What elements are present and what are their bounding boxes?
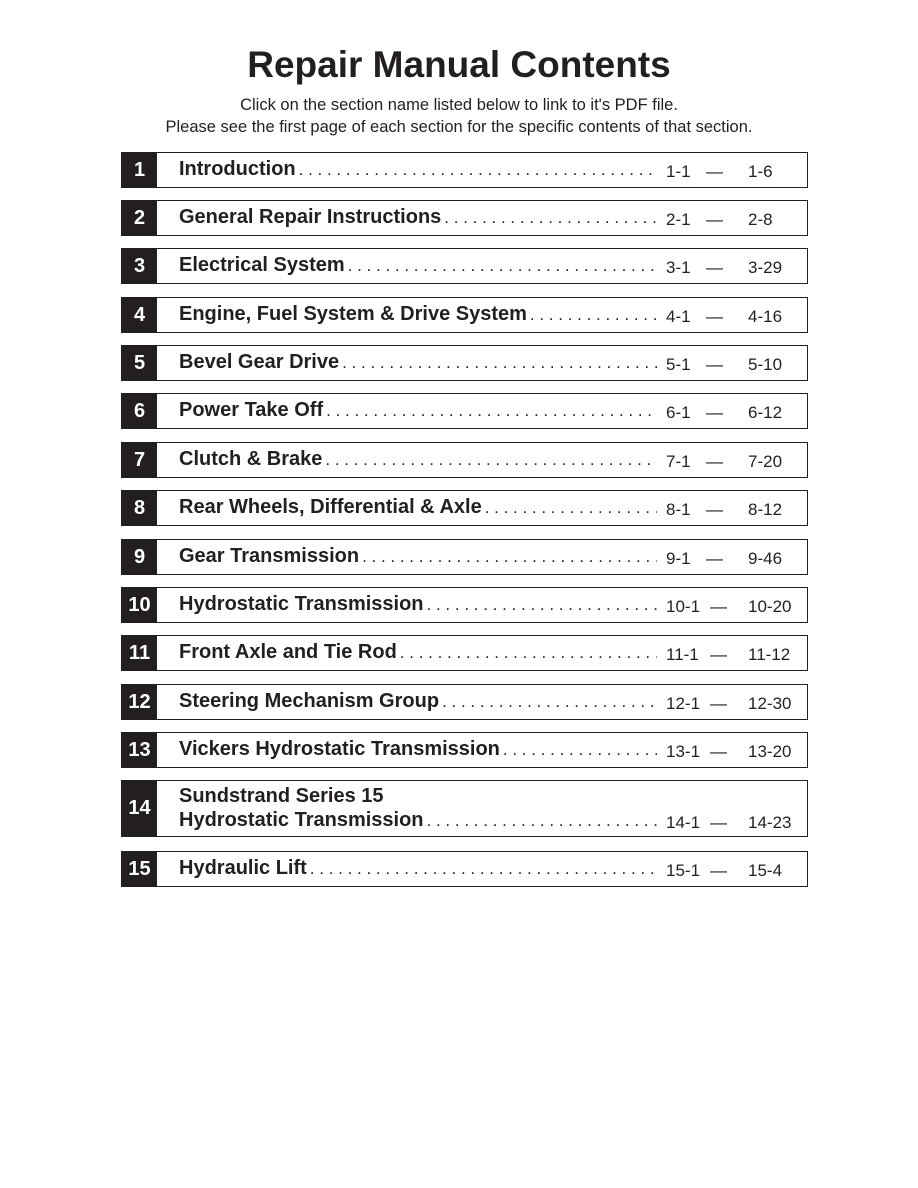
section-link-electrical-system[interactable]: Electrical System <box>179 254 345 276</box>
section-link-vickers-hydrostatic-transmission[interactable]: Vickers Hydrostatic Transmission <box>179 738 500 760</box>
section-link-gear-transmission[interactable]: Gear Transmission <box>179 545 360 567</box>
section-link-hydrostatic-transmission[interactable]: Hydrostatic Transmission <box>179 593 424 615</box>
toc-row-introduction[interactable] <box>121 152 808 188</box>
page-end: 4-16 <box>748 307 783 326</box>
dot-leader <box>339 353 657 373</box>
dot-leader <box>482 498 657 518</box>
page-range-dash: — <box>706 162 723 181</box>
page-start: 12-1 <box>666 694 701 713</box>
dot-leader <box>296 160 657 180</box>
dot-leader <box>439 692 657 712</box>
section-number-badge: 7 <box>122 443 157 477</box>
section-link-sundstrand-hydrostatic-transmission[interactable]: Hydrostatic Transmission <box>179 809 424 831</box>
page-end: 6-12 <box>748 403 783 422</box>
page-end: 14-23 <box>748 813 792 832</box>
dot-leader <box>307 859 657 879</box>
section-title-line <box>179 254 657 277</box>
page-range-dash: — <box>710 813 727 832</box>
page-end: 5-10 <box>748 355 783 374</box>
section-link-sundstrand-series-15[interactable]: Sundstrand Series 15 <box>179 785 384 807</box>
section-number-badge: 11 <box>122 636 157 670</box>
page-end: 2-8 <box>748 210 773 229</box>
section-number-badge: 14 <box>122 781 157 836</box>
section-title-line <box>179 399 657 422</box>
page-end: 1-6 <box>748 162 773 181</box>
page-end: 15-4 <box>748 861 783 880</box>
section-title-line <box>179 206 657 229</box>
section-title-line <box>179 351 657 374</box>
section-link-hydraulic-lift[interactable]: Hydraulic Lift <box>179 857 307 879</box>
page-range-dash: — <box>706 258 723 277</box>
page-end: 10-20 <box>748 597 792 616</box>
toc-row-gear-transmission[interactable] <box>121 539 808 575</box>
dot-leader <box>397 643 657 663</box>
section-number-badge: 9 <box>122 540 157 574</box>
page-end: 8-12 <box>748 500 783 519</box>
section-link-front-axle-tie-rod[interactable]: Front Axle and Tie Rod <box>179 641 397 663</box>
toc-row-front-axle-tie-rod[interactable] <box>121 635 808 671</box>
section-number-badge: 8 <box>122 491 157 525</box>
section-link-clutch-brake[interactable]: Clutch & Brake <box>179 448 323 470</box>
page-end: 12-30 <box>748 694 792 713</box>
toc-row-sundstrand-hydrostatic-transmission[interactable] <box>121 780 808 837</box>
section-link-engine-fuel-drive[interactable]: Engine, Fuel System & Drive System <box>179 303 527 325</box>
section-title-line <box>179 496 657 519</box>
section-link-rear-wheels-differential-axle[interactable]: Rear Wheels, Differential & Axle <box>179 496 482 518</box>
page-start: 7-1 <box>666 452 691 471</box>
page-range-dash: — <box>710 645 727 664</box>
section-title-line <box>179 690 657 713</box>
section-number-badge: 12 <box>122 685 157 719</box>
page-start: 1-1 <box>666 162 691 181</box>
section-link-bevel-gear-drive[interactable]: Bevel Gear Drive <box>179 351 340 373</box>
section-number-badge: 4 <box>122 298 157 332</box>
page-start: 13-1 <box>666 742 701 761</box>
section-number-badge: 5 <box>122 346 157 380</box>
section-link-power-take-off[interactable]: Power Take Off <box>179 399 324 421</box>
page-range-dash: — <box>706 549 723 568</box>
toc-row-general-repair-instructions[interactable] <box>121 200 808 236</box>
page-end: 13-20 <box>748 742 792 761</box>
section-title-line <box>179 738 657 761</box>
toc-row-hydraulic-lift[interactable] <box>121 851 808 887</box>
page-range-dash: — <box>706 355 723 374</box>
section-number-badge: 10 <box>122 588 157 622</box>
section-title-line <box>179 303 657 326</box>
section-title-line <box>179 593 657 616</box>
toc-row-hydrostatic-transmission[interactable] <box>121 587 808 623</box>
page-range-dash: — <box>706 500 723 519</box>
page-range-dash: — <box>710 742 727 761</box>
page-end: 7-20 <box>748 452 783 471</box>
section-number-badge: 1 <box>122 153 157 187</box>
page-range-dash: — <box>706 452 723 471</box>
page-start: 15-1 <box>666 861 701 880</box>
page-end: 9-46 <box>748 549 783 568</box>
instruction-text-1: Click on the section name listed below to link to it's PDF file. <box>240 96 678 114</box>
page-start: 2-1 <box>666 210 691 229</box>
section-title-line-1 <box>179 785 657 808</box>
dot-leader <box>500 740 657 760</box>
page-start: 10-1 <box>666 597 701 616</box>
toc-row-vickers-hydrostatic-transmission[interactable] <box>121 732 808 768</box>
page-start: 3-1 <box>666 258 691 277</box>
dot-leader <box>322 450 657 470</box>
dot-leader <box>424 595 657 615</box>
toc-row-steering-mechanism-group[interactable] <box>121 684 808 720</box>
page-end: 11-12 <box>748 645 791 664</box>
page-start: 14-1 <box>666 813 701 832</box>
dot-leader <box>527 305 657 325</box>
dot-leader <box>441 208 657 228</box>
section-number-badge: 6 <box>122 394 157 428</box>
dot-leader <box>359 547 657 567</box>
section-number-badge: 13 <box>122 733 157 767</box>
page-range-dash: — <box>706 307 723 326</box>
section-link-general-repair-instructions[interactable]: General Repair Instructions <box>179 206 442 228</box>
page-start: 4-1 <box>666 307 691 326</box>
page-range-dash: — <box>706 210 723 229</box>
dot-leader <box>323 401 657 421</box>
page-range-dash: — <box>710 694 727 713</box>
section-title-line <box>179 448 657 471</box>
instruction-text-2: Please see the first page of each section for the specific contents of that section. <box>165 118 753 136</box>
page-title: Repair Manual Contents <box>247 44 671 85</box>
section-title-line-2 <box>179 809 657 832</box>
page-start: 11-1 <box>666 645 699 664</box>
dot-leader <box>345 256 657 276</box>
page-start: 9-1 <box>666 549 691 568</box>
page-start: 8-1 <box>666 500 691 519</box>
page-range-dash: — <box>706 403 723 422</box>
section-number-badge: 2 <box>122 201 157 235</box>
toc-row-clutch-brake[interactable] <box>121 442 808 478</box>
toc-row-rear-wheels-differential-axle[interactable] <box>121 490 808 526</box>
toc-row-electrical-system[interactable] <box>121 248 808 284</box>
section-title-line <box>179 545 657 568</box>
toc-row-bevel-gear-drive[interactable] <box>121 345 808 381</box>
section-title-line <box>179 641 657 664</box>
page-range-dash: — <box>710 597 727 616</box>
section-title-line <box>179 158 657 181</box>
page-start: 6-1 <box>666 403 691 422</box>
page-end: 3-29 <box>748 258 783 277</box>
section-number-badge: 3 <box>122 249 157 283</box>
page-range-dash: — <box>710 861 727 880</box>
dot-leader <box>424 811 657 831</box>
section-title-line <box>179 857 657 880</box>
section-number-badge: 15 <box>122 852 157 886</box>
section-link-steering-mechanism-group[interactable]: Steering Mechanism Group <box>179 690 440 712</box>
section-link-introduction[interactable]: Introduction <box>179 158 296 180</box>
toc-row-power-take-off[interactable] <box>121 393 808 429</box>
toc-row-engine-fuel-drive[interactable] <box>121 297 808 333</box>
page-start: 5-1 <box>666 355 691 374</box>
